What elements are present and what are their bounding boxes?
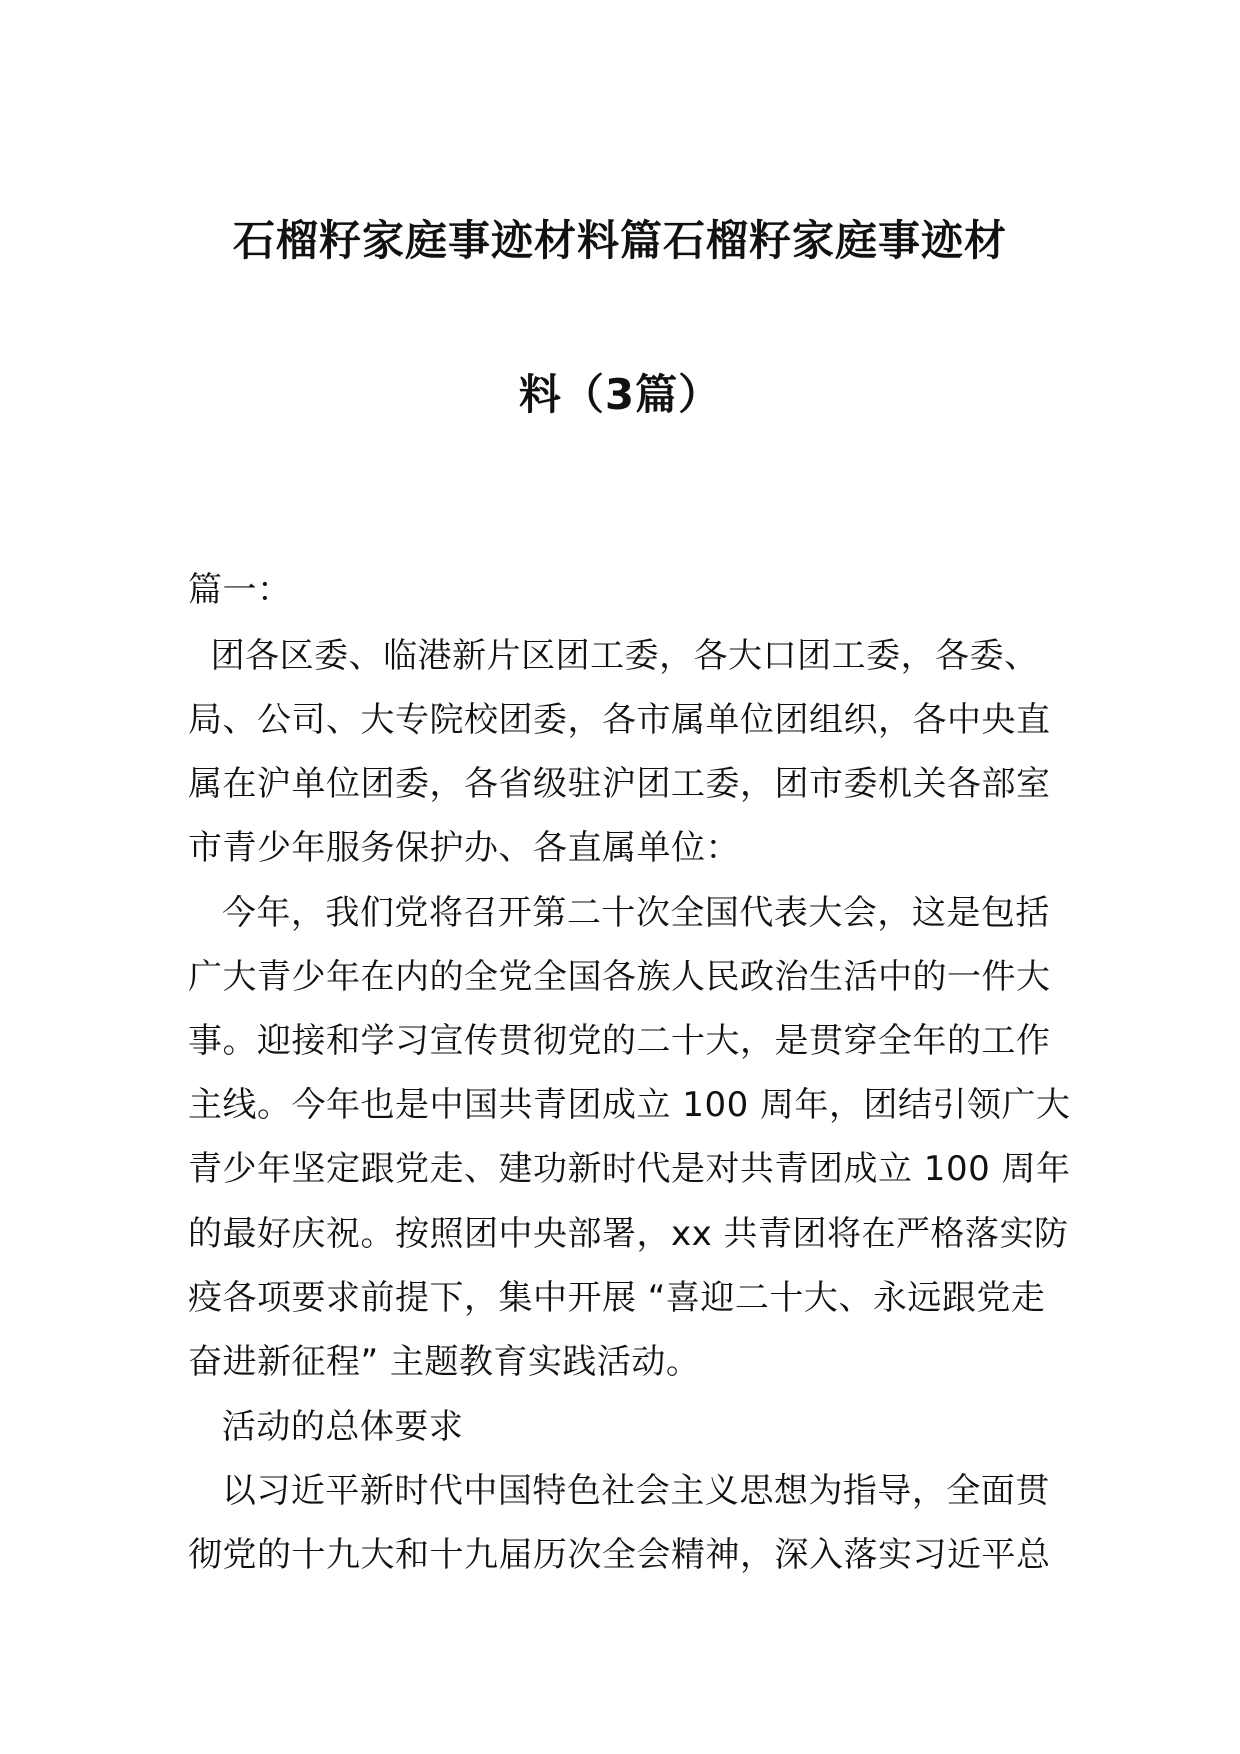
document-title-line-2: 料（3篇） [518,370,722,419]
body-line: 属在沪单位团委，各省级驻沪团工委，团市委机关各部室 [188,764,1051,804]
subheading-line: 活动的总体要求 [188,1407,464,1447]
body-line: 广大青少年在内的全党全国各族人民政治生活中的一件大 [188,957,1051,997]
body-line: 以习近平新时代中国特色社会主义思想为指导，全面贯 [188,1471,1050,1511]
body-line: 市青少年服务保护办、各直属单位： [188,828,740,868]
body-line: 今年，我们党将召开第二十次全国代表大会，这是包括 [188,893,1050,933]
body-line: 彻党的十九大和十九届历次全会精神，深入落实习近平总 [188,1535,1051,1575]
body-line: 团各区委、临港新片区团工委，各大口团工委，各委、 [188,636,1039,676]
body-line: 局、公司、大专院校团委，各市属单位团组织，各中央直 [188,700,1051,740]
section-heading-piece-one: 篇一： [188,570,292,610]
body-line: 事。迎接和学习宣传贯彻党的二十大，是贯穿全年的工作 [188,1021,1051,1061]
body-line: 奋进新征程” 主题教育实践活动。 [188,1342,701,1382]
body-line: 的最好庆祝。按照团中央部署，xx 共青团将在严格落实防 [188,1214,1069,1254]
body-line: 主线。今年也是中国共青团成立 100 周年，团结引领广大 [188,1085,1071,1125]
document-title-line-1: 石榴籽家庭事迹材料篇石榴籽家庭事迹材 [232,216,1007,265]
body-line: 青少年坚定跟党走、建功新时代是对共青团成立 100 周年 [188,1149,1071,1189]
body-line: 疫各项要求前提下，集中开展 “喜迎二十大、永远跟党走 [188,1278,1046,1318]
